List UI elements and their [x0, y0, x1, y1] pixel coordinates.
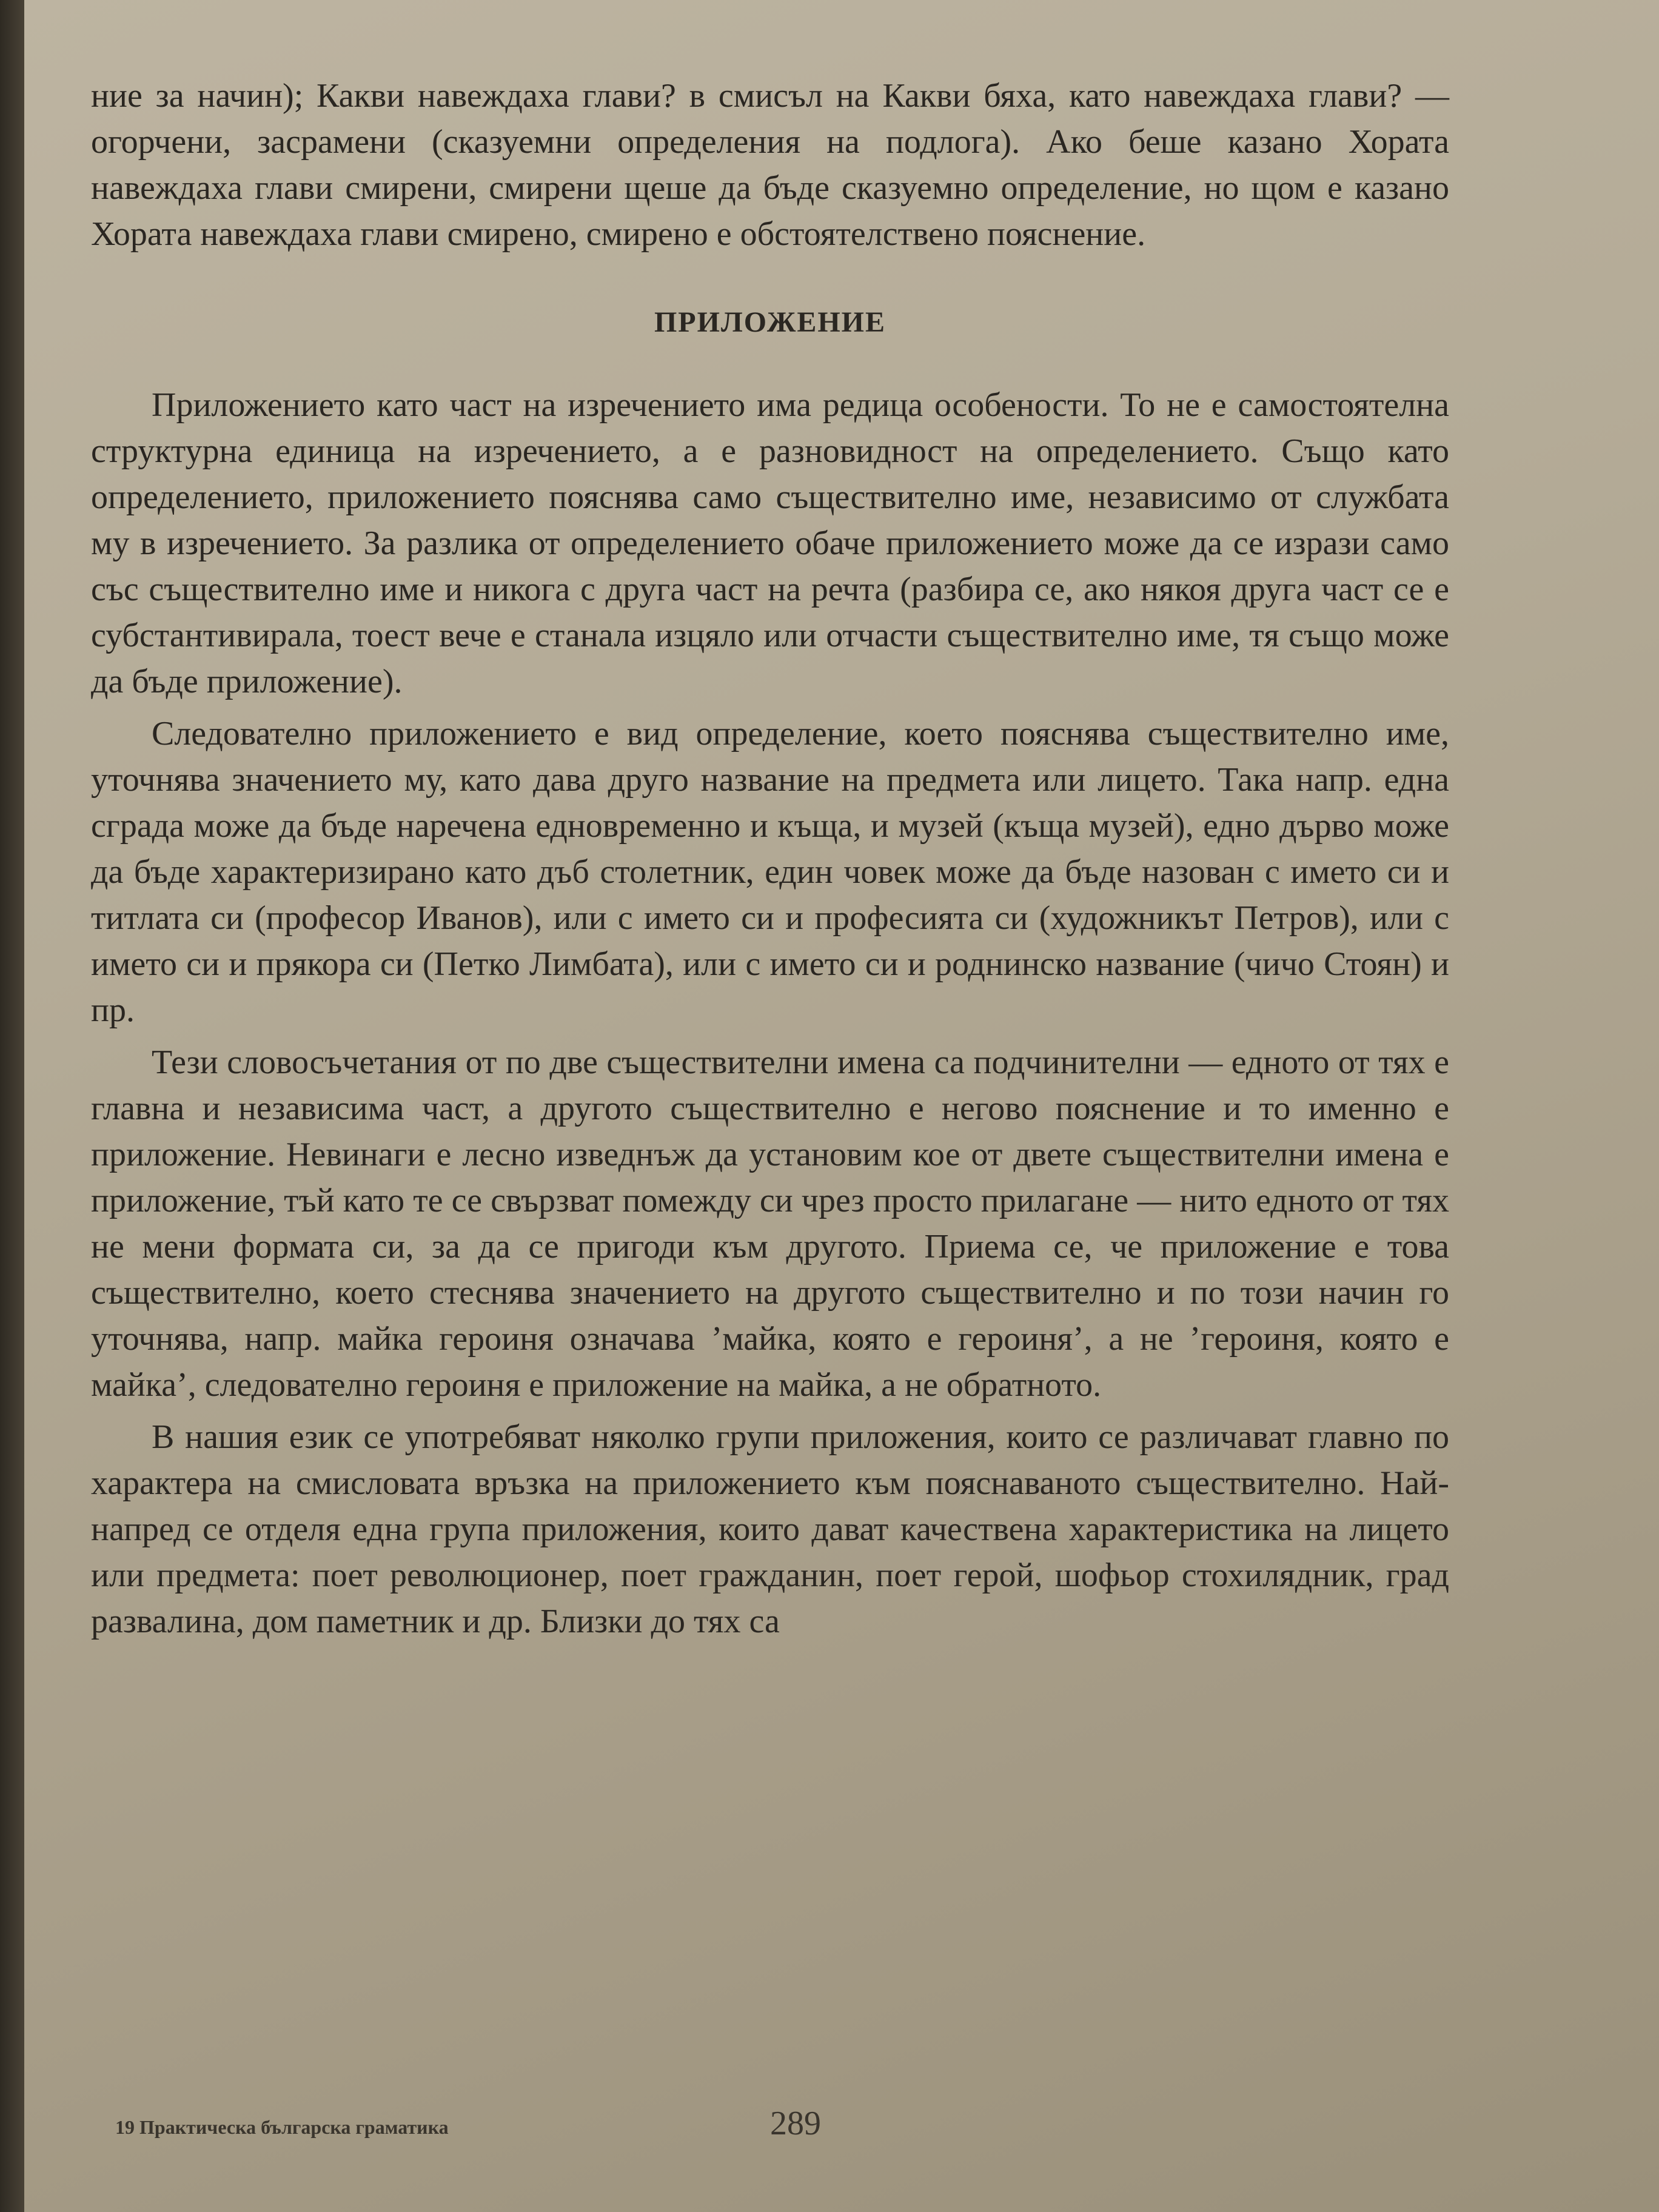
footer-signature: 19 Практическа българска граматика — [115, 2116, 449, 2138]
section-heading: ПРИЛОЖЕНИЕ — [654, 306, 886, 338]
page-number: 289 — [770, 2105, 821, 2142]
paragraph-1: Приложението като част на изречението има редица особености. То не е самостоятелна структурна единица на изречението, а е разновидност на определението. Също като определението, приложението пояснява само съществително име, независимо от службата му в изречението. За разлика от определението обаче приложението може да се изрази само със съществително име и никога с друга част на речта (разбира се, ако някоя друга част се е субстантивирала, тоест вече е станала изцяло или отчасти съществително име, тя също може да бъде приложение). — [91, 386, 1449, 700]
page-text — [91, 73, 1449, 1644]
paragraph-4: В нашия език се употребяват няколко групи приложения, които се различават главно по характера на смисловата връзка на приложението към пояснаваното съществително. Най-напред се отделя една група приложения, които дават качествена характеристика на лицето или предмета: поет революционер, поет гражданин, поет герой, шофьор стохилядник, град развалина, дом паметник и др. Близки до тях са — [91, 1418, 1449, 1640]
paragraph-2: Следователно приложението е вид определение, което пояснява съществително име, уточнява значението му, като дава друго название на предмета или лицето. Така напр. една сграда може да бъде наречена едновременно и къща, и музей (къща музей), едно дърво може да бъде характеризирано като дъб столетник, един човек може да бъде назован с името си и титлата си (професор Иванов), или с името си и професията си (художникът Петров), или с името си и прякора си (Петко Лимбата), или с името си и роднинско название (чичо Стоян) и пр. — [91, 715, 1449, 1029]
paragraph-3: Тези словосъчетания от по две съществителни имена са подчинителни — едното от тях е главна и независима част, а другото съществително е негово пояснение и то именно е приложение. Невинаги е лесно изведнъж да установим кое от двете съществителни имена е приложение, тъй като те се свързват помежду си чрез просто прилагане — нито едното от тях не мени формата си, за да се пригоди към другото. Приема се, че приложение е това съществително, което стеснява значението на другото съществително и по този начин го уточнява, напр. майка героиня означава ’майка, която е героиня’, а не ’героиня, която е майка’, следователно героиня е приложение на майка, а не обратното. — [91, 1044, 1449, 1404]
paragraph-continued: ние за начин); Какви навеждаха глави? в смисъл на Какви бяха, като навеждаха глави? — огорчени, засрамени (сказуемни определения на подлога). Ако беше казано Хората навеждаха глави смирени, смирени щеше да бъде сказуемно определение, но щом е казано Хората навеждаха глави смирено, смирено е обстоятелствено пояснение. — [91, 77, 1449, 253]
book-page — [24, 0, 1659, 2212]
